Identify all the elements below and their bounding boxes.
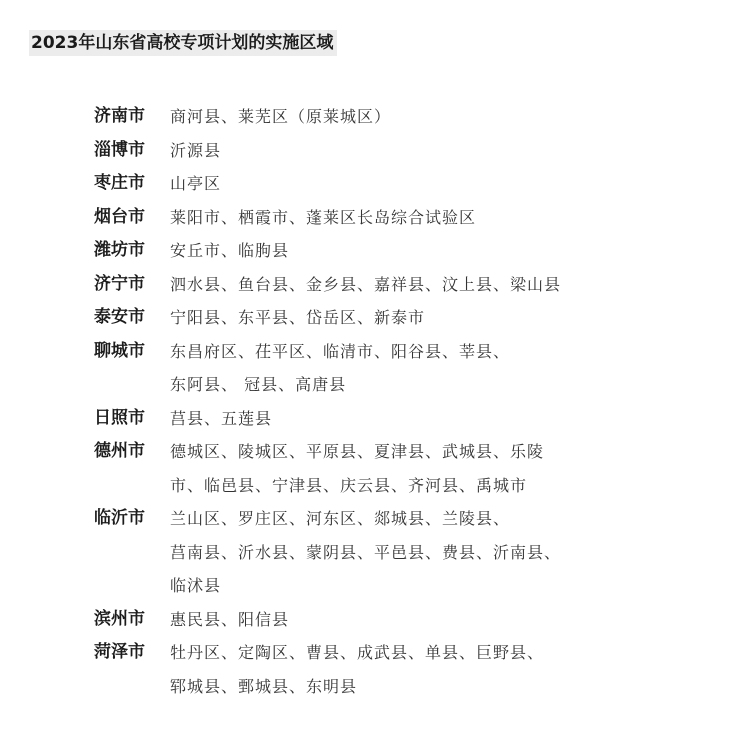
county-list <box>170 268 561 302</box>
county-list-line: 德城区、陵城区、平原县、夏津县、武城县、乐陵 <box>170 442 545 461</box>
region-row <box>94 268 694 302</box>
city-name: 德州市 <box>94 441 145 461</box>
region-row <box>94 234 694 268</box>
city-name: 聊城市 <box>94 340 145 361</box>
county-list-line: 山亭区 <box>170 174 222 193</box>
county-list-line: 牡丹区、定陶区、曹县、成武县、单县、巨野县、 <box>170 643 545 662</box>
county-list <box>170 301 425 335</box>
county-list <box>170 167 221 201</box>
city-name: 滨州市 <box>94 608 145 629</box>
county-list-line: 莒南县、沂水县、蒙阴县、平邑县、费县、沂南县、 <box>170 542 562 562</box>
city-name: 日照市 <box>94 407 145 428</box>
region-row <box>94 636 694 703</box>
region-row <box>94 201 694 235</box>
region-row <box>94 502 694 603</box>
county-list-line: 莒县、五莲县 <box>170 408 273 428</box>
county-list <box>170 402 272 436</box>
city-name: 泰安市 <box>94 307 145 327</box>
region-row <box>94 402 694 436</box>
region-row <box>94 603 694 637</box>
county-list-line: 泗水县、鱼台县、金乡县、嘉祥县、汶上县、梁山县 <box>170 274 562 294</box>
city-name: 菏泽市 <box>94 642 145 662</box>
county-list-line: 安丘市、临朐县 <box>170 241 290 260</box>
city-name: 烟台市 <box>94 206 145 227</box>
county-list-line: 沂源县 <box>170 140 222 160</box>
county-list-line: 东阿县、 冠县、高唐县 <box>170 375 347 394</box>
county-list-line: 莱阳市、栖霞市、蓬莱区长岛综合试验区 <box>170 207 477 227</box>
county-list <box>170 335 510 402</box>
county-list <box>170 502 561 603</box>
county-list-line: 宁阳县、东平县、岱岳区、新泰市 <box>170 308 426 327</box>
county-list-line: 郓城县、鄄城县、东明县 <box>170 676 358 696</box>
city-name: 淄博市 <box>94 139 145 160</box>
city-name: 枣庄市 <box>94 173 145 193</box>
county-list <box>170 201 476 235</box>
region-row <box>94 301 694 335</box>
region-list <box>94 100 694 703</box>
region-row <box>94 167 694 201</box>
county-list <box>170 636 544 703</box>
county-list-line: 东昌府区、茌平区、临清市、阳谷县、莘县、 <box>170 341 511 361</box>
city-name: 潍坊市 <box>94 240 145 260</box>
county-list <box>170 134 221 168</box>
county-list-line: 惠民县、阳信县 <box>170 609 290 629</box>
city-name: 临沂市 <box>94 508 145 528</box>
region-row <box>94 435 694 502</box>
county-list-line: 商河县、莱芜区（原莱城区） <box>170 107 392 126</box>
county-list <box>170 603 289 637</box>
city-name: 济南市 <box>94 106 145 126</box>
city-name: 济宁市 <box>94 273 145 294</box>
region-row <box>94 134 694 168</box>
region-row <box>94 335 694 402</box>
county-list-line: 市、临邑县、宁津县、庆云县、齐河县、禹城市 <box>170 475 528 495</box>
county-list <box>170 435 544 502</box>
county-list-line: 临沭县 <box>170 576 222 595</box>
county-list <box>170 100 391 134</box>
county-list <box>170 234 289 268</box>
county-list-line: 兰山区、罗庄区、河东区、郯城县、兰陵县、 <box>170 509 511 528</box>
region-row <box>94 100 694 134</box>
page-title: 2023年山东省高校专项计划的实施区域 <box>29 30 337 56</box>
